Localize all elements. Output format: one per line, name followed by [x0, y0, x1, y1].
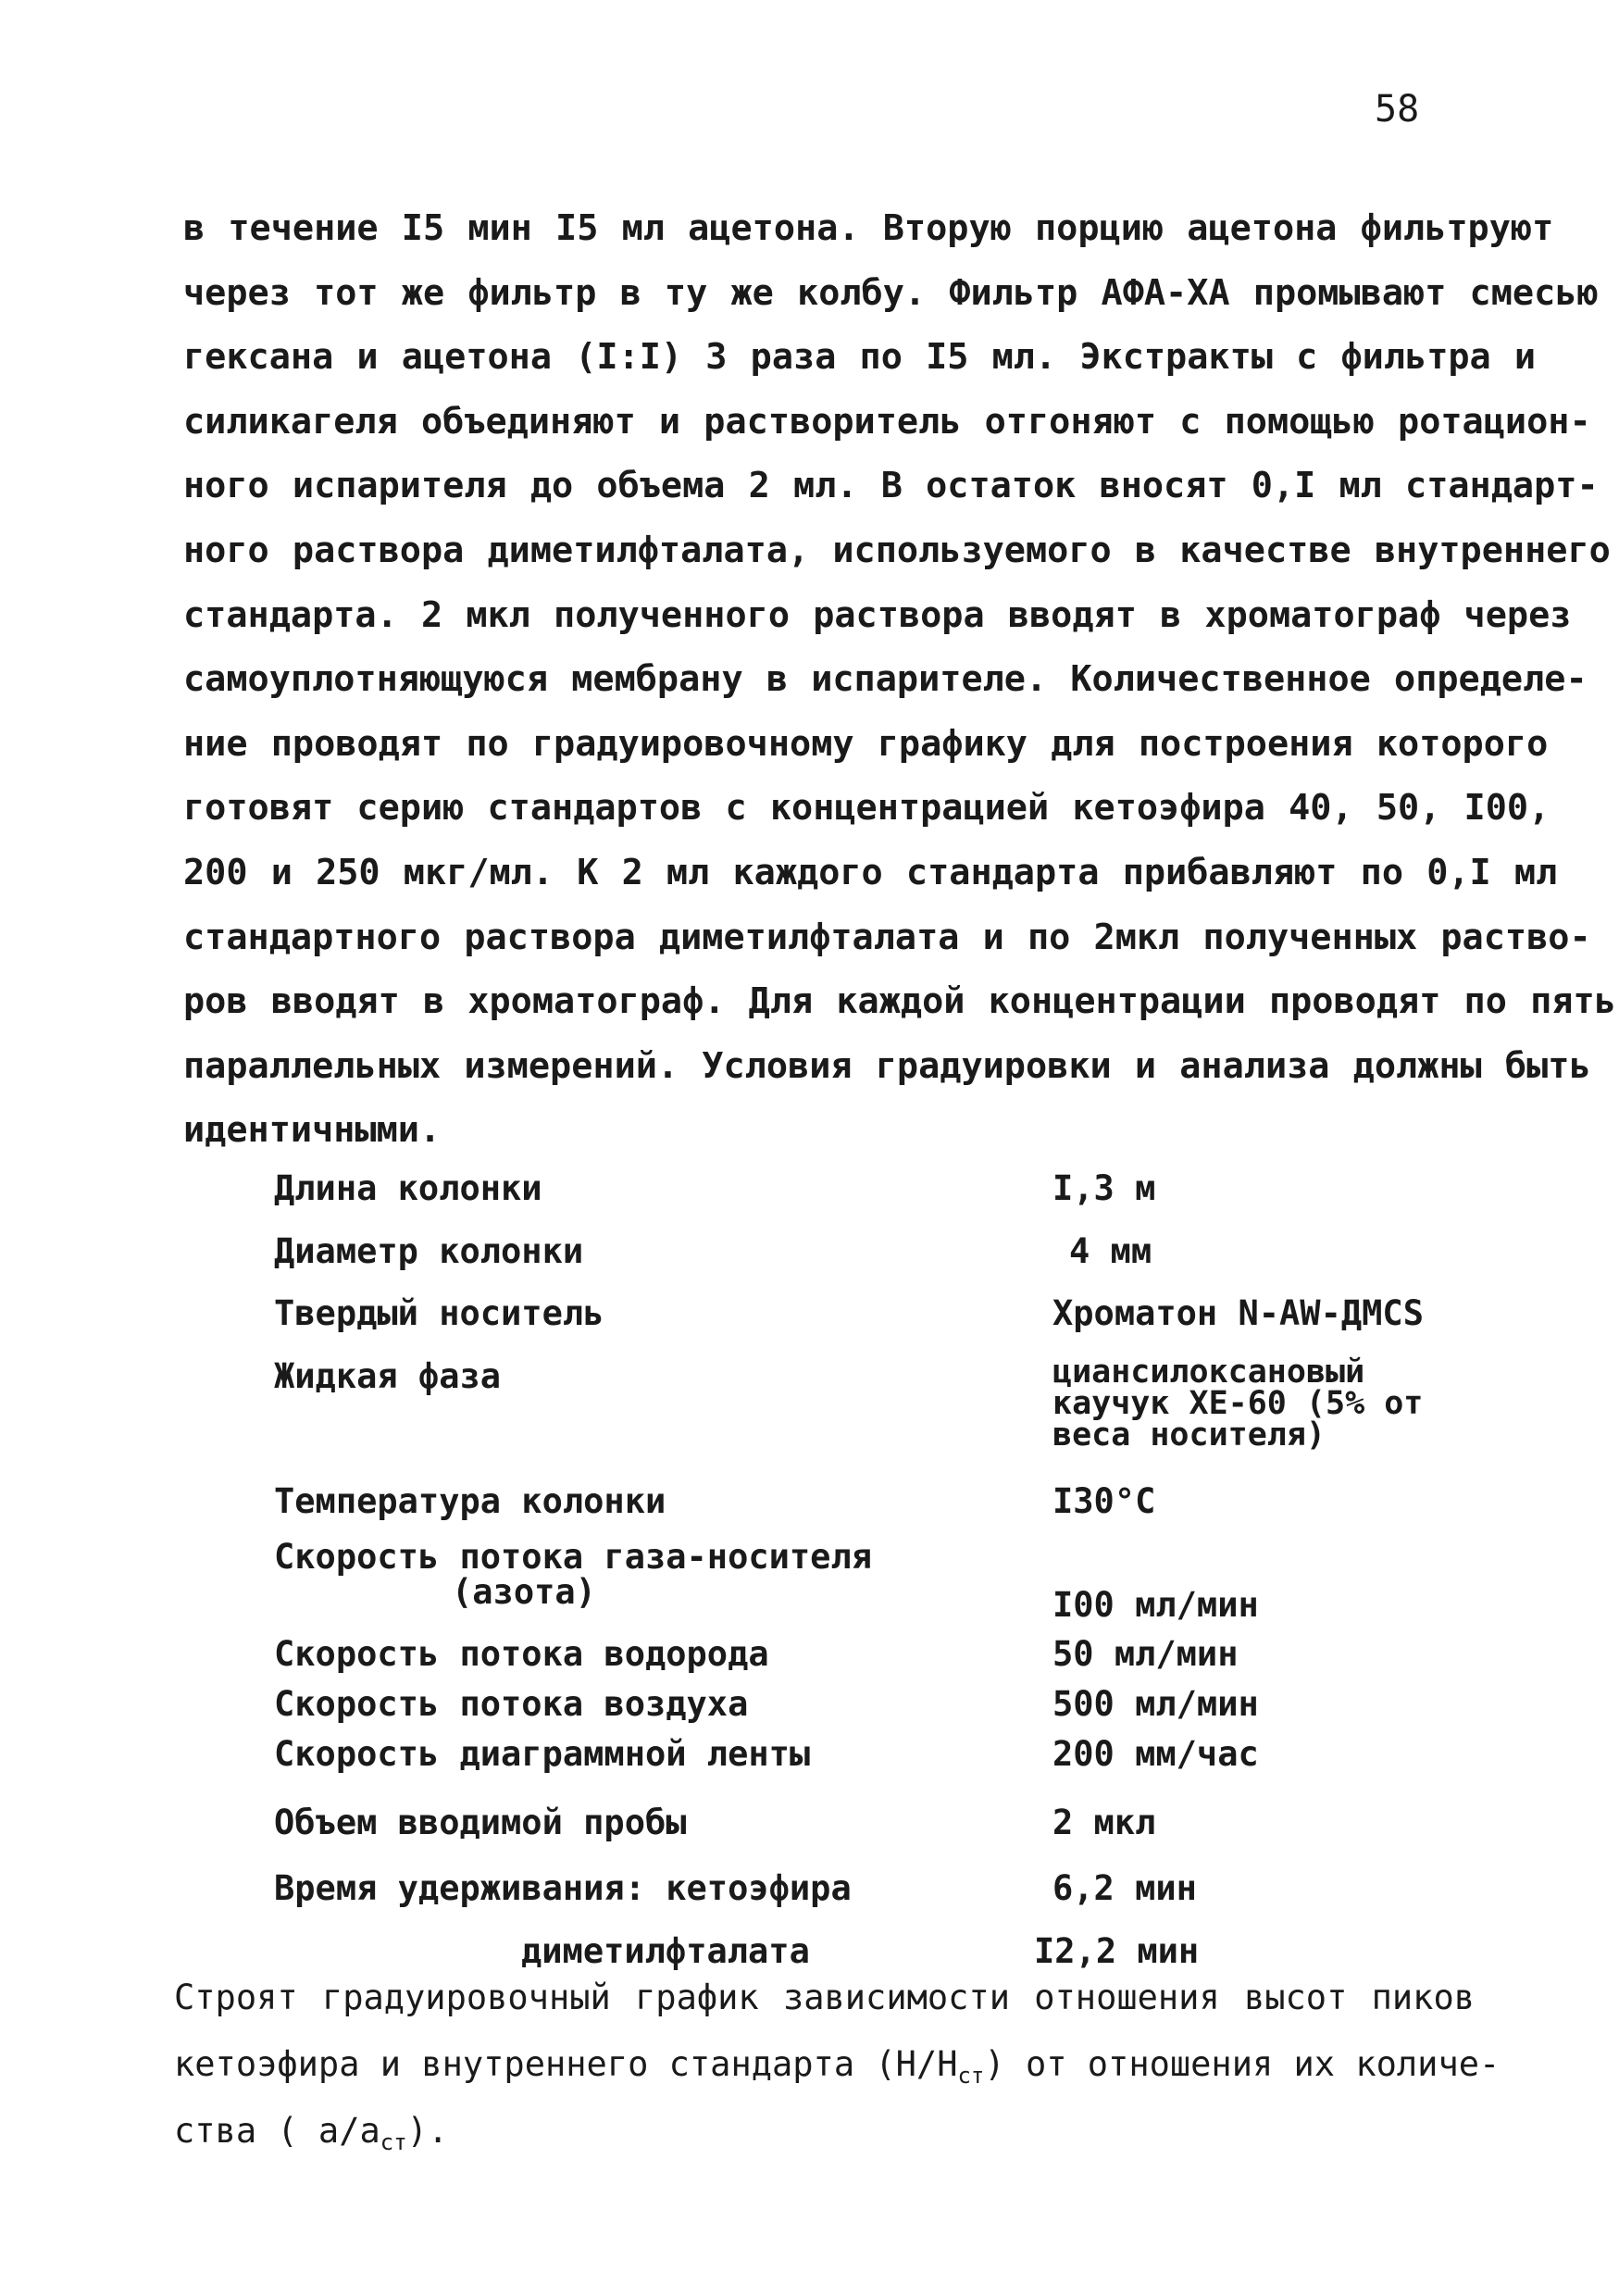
body-line: ного раствора диметилфталата, используемого в качестве внутреннего [183, 529, 1611, 571]
closing-line-text: кетоэфира и внутреннего стандарта (Н/Н [174, 2044, 958, 2084]
body-line: стандарта. 2 мкл полученного раствора вводят в хроматограф через [183, 593, 1572, 636]
condition-value: 4 мм [1069, 1231, 1152, 1271]
page-number: 58 [1375, 88, 1420, 131]
body-line: ного испарителя до объема 2 мл. В остаток вносят 0,I мл стандарт- [183, 465, 1599, 507]
body-line: через тот же фильтр в ту же колбу. Фильтр АФА-ХА промывают смесью [183, 271, 1599, 314]
closing-line-text: ). [406, 2111, 449, 2151]
body-line: идентичными. [183, 1109, 442, 1152]
condition-value: Хроматон N-AW-ДМCS [1052, 1293, 1424, 1333]
body-line: самоуплотняющуюся мембрану в испарителе. Количественное определе- [183, 658, 1588, 701]
subscript: ст [957, 2063, 985, 2089]
closing-line-text: ) от отношения их количе- [984, 2044, 1501, 2084]
closing-line [174, 2031, 1501, 2098]
condition-name: Объем вводимой пробы [274, 1803, 687, 1842]
condition-value: 6,2 мин [1052, 1868, 1197, 1908]
body-line: в течение I5 мин I5 мл ацетона. Вторую порцию ацетона фильтруют [183, 207, 1554, 249]
condition-value: 50 мл/мин [1052, 1634, 1239, 1674]
condition-value: I30°C [1052, 1481, 1156, 1521]
condition-name: диметилфталата [521, 1931, 810, 1971]
closing-paragraph [174, 1965, 1501, 2165]
body-line: параллельных измерений. Условия градуировки и анализа должны быть [183, 1044, 1591, 1087]
condition-name: Скорость диаграммной ленты [274, 1734, 811, 1774]
condition-value: циансилоксановый каучук XE-60 (5% от веса носителя) [1052, 1354, 1424, 1454]
body-line: ние проводят по градуировочному графику для построения которого [183, 722, 1549, 765]
condition-value: 200 мм/час [1052, 1734, 1259, 1774]
closing-line [174, 2098, 1475, 2165]
condition-name: Твердый носитель [274, 1293, 604, 1333]
condition-name: Длина колонки [274, 1168, 542, 1208]
body-line: ров вводят в хроматограф. Для каждой концентрации проводят по пять [183, 980, 1616, 1023]
body-line: стандартного раствора диметилфталата и по 2мкл полученных раство- [183, 916, 1591, 958]
body-line: гексана и ацетона (I:I) 3 раза по I5 мл. Экстракты с фильтра и [183, 336, 1537, 379]
body-line: силикагеля объединяют и растворитель отгоняют с помощью ротацион- [183, 400, 1591, 443]
condition-value: I2,2 мин [1034, 1931, 1200, 1971]
condition-name: Скорость потока газа-носителя [274, 1537, 873, 1577]
body-line: готовят серию стандартов с концентрацией кетоэфира 40, 50, I00, [183, 787, 1551, 830]
closing-line: Строят градуировочный график зависимости отношения высот пиков [174, 1978, 1475, 2017]
condition-name: Температура колонки [274, 1481, 666, 1521]
condition-value: I00 мл/мин [1052, 1585, 1259, 1625]
condition-value: 2 мкл [1052, 1803, 1156, 1842]
condition-value: 500 мл/мин [1052, 1684, 1259, 1724]
condition-name: Время удерживания: кетоэфира [274, 1868, 852, 1908]
condition-name: Диаметр колонки [274, 1231, 584, 1271]
condition-value: I,3 м [1052, 1168, 1156, 1208]
condition-name: Скорость потока водорода [274, 1634, 769, 1674]
body-line: 200 и 250 мкг/мл. К 2 мл каждого стандарта прибавляют по 0,I мл [183, 851, 1558, 893]
condition-name-continuation: (азота) [452, 1572, 596, 1612]
condition-name: Жидкая фаза [274, 1356, 502, 1396]
closing-line-text: ства ( а/а [174, 2111, 380, 2151]
condition-name: Скорость потока воздуха [274, 1684, 749, 1724]
subscript: ст [380, 2129, 407, 2155]
